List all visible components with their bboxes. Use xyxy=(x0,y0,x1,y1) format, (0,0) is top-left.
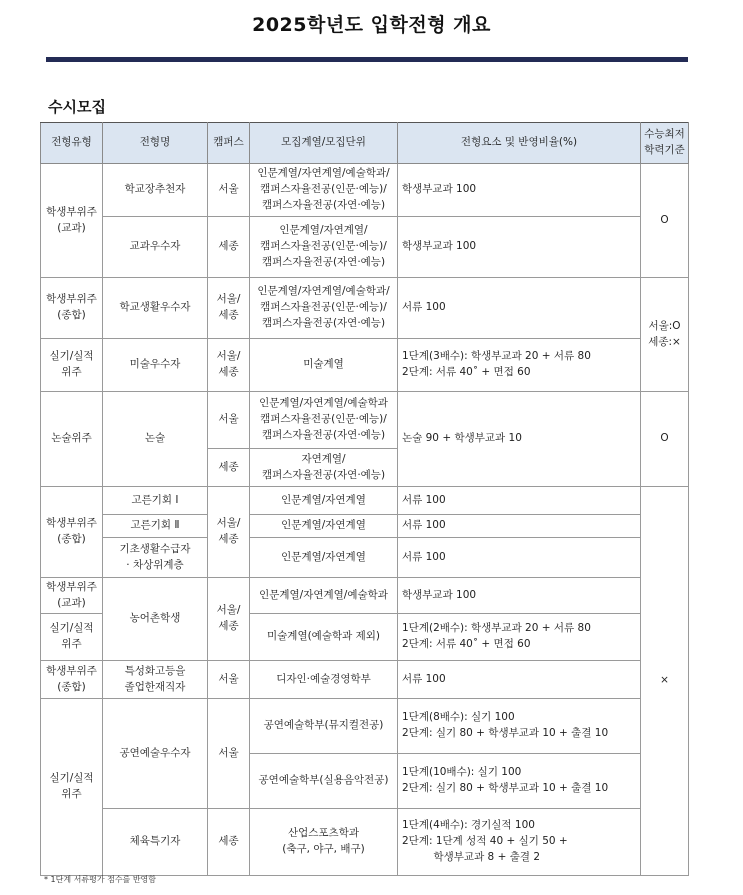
elements-cell: 서류 100 xyxy=(398,278,641,339)
name-cell: 특성화고등을 졸업한재직자 xyxy=(103,661,208,699)
table-row xyxy=(41,278,689,339)
campus-cell: 서울 xyxy=(208,164,250,217)
unit-cell: 인문계열/자연계열/예술학과 xyxy=(250,578,398,614)
minimum-cell: 서울:O 세종:× xyxy=(641,278,689,392)
elements-cell: 서류 100 xyxy=(398,538,641,578)
elements-cell: 논술 90 + 학생부교과 10 xyxy=(398,392,641,487)
elements-cell: 학생부교과 100 xyxy=(398,217,641,278)
page-title: 2025학년도 입학전형 개요 xyxy=(252,14,491,36)
campus-cell: 서울 xyxy=(208,699,250,809)
unit-cell: 자연계열/ 캠퍼스자율전공(자연·예능) xyxy=(250,449,398,487)
type-cell: 학생부위주 (종합) xyxy=(41,278,103,339)
elements-cell: 1단계(8배수): 실기 100 2단계: 실기 80 + 학생부교과 10 + 출결 10 xyxy=(398,699,641,754)
footnote: * 1단계 서류평가 점수를 반영함 xyxy=(44,875,156,884)
unit-cell: 인문계열/자연계열 xyxy=(250,538,398,578)
type-cell: 학생부위주 (교과) xyxy=(41,578,103,614)
minimum-cell: O xyxy=(641,392,689,487)
header-name: 전형명 xyxy=(103,123,208,164)
campus-cell: 서울/ 세종 xyxy=(208,578,250,661)
title-divider xyxy=(46,57,688,62)
campus-cell: 세종 xyxy=(208,217,250,278)
type-cell: 논술위주 xyxy=(41,392,103,487)
table-row xyxy=(41,487,689,515)
unit-cell: 산업스포츠학과 (축구, 야구, 배구) xyxy=(250,809,398,876)
minimum-cell: O xyxy=(641,164,689,278)
table-row xyxy=(41,538,689,578)
type-cell: 실기/실적 위주 xyxy=(41,339,103,392)
elements-cell: 서류 100 xyxy=(398,487,641,515)
type-cell: 실기/실적 위주 xyxy=(41,699,103,876)
admission-table xyxy=(40,122,689,876)
table-row xyxy=(41,164,689,217)
campus-cell: 서울 xyxy=(208,661,250,699)
unit-cell: 공연예술학부(뮤지컬전공) xyxy=(250,699,398,754)
campus-cell: 서울/ 세종 xyxy=(208,278,250,339)
campus-cell: 세종 xyxy=(208,449,250,487)
unit-cell: 인문계열/자연계열/예술학과 캠퍼스자율전공(인문·예능)/ 캠퍼스자율전공(자연·예능) xyxy=(250,392,398,449)
type-cell: 학생부위주 (교과) xyxy=(41,164,103,278)
table-header-row xyxy=(41,123,689,164)
table-row xyxy=(41,699,689,754)
table-row xyxy=(41,515,689,538)
unit-cell: 인문계열/자연계열/ 캠퍼스자율전공(인문·예능)/ 캠퍼스자율전공(자연·예능) xyxy=(250,217,398,278)
elements-cell: 1단계(2배수): 학생부교과 20 + 서류 80 2단계: 서류 40˚ + 면접 60 xyxy=(398,614,641,661)
name-cell: 미술우수자 xyxy=(103,339,208,392)
unit-cell: 디자인·예술경영학부 xyxy=(250,661,398,699)
table-row xyxy=(41,339,689,392)
table-row xyxy=(41,217,689,278)
type-cell: 학생부위주 (종합) xyxy=(41,661,103,699)
minimum-cell: × xyxy=(641,487,689,876)
header-unit: 모집계열/모집단위 xyxy=(250,123,398,164)
name-cell: 논술 xyxy=(103,392,208,487)
section-heading: 수시모집 xyxy=(48,98,106,116)
name-cell: 농어촌학생 xyxy=(103,578,208,661)
elements-cell: 서류 100 xyxy=(398,515,641,538)
header-campus: 캠퍼스 xyxy=(208,123,250,164)
table-row xyxy=(41,392,689,449)
unit-cell: 미술계열(예술학과 제외) xyxy=(250,614,398,661)
campus-cell: 세종 xyxy=(208,809,250,876)
unit-cell: 인문계열/자연계열 xyxy=(250,487,398,515)
name-cell: 교과우수자 xyxy=(103,217,208,278)
table-row xyxy=(41,809,689,876)
name-cell: 학교생활우수자 xyxy=(103,278,208,339)
header-type: 전형유형 xyxy=(41,123,103,164)
elements-cell: 학생부교과 100 xyxy=(398,578,641,614)
name-cell: 체육특기자 xyxy=(103,809,208,876)
elements-cell: 1단계(3배수): 학생부교과 20 + 서류 80 2단계: 서류 40˚ + 면접 60 xyxy=(398,339,641,392)
elements-cell: 학생부교과 100 xyxy=(398,164,641,217)
table-row xyxy=(41,578,689,614)
unit-cell: 미술계열 xyxy=(250,339,398,392)
name-cell: 고른기회 Ⅰ xyxy=(103,487,208,515)
unit-cell: 인문계열/자연계열 xyxy=(250,515,398,538)
campus-cell: 서울/ 세종 xyxy=(208,487,250,578)
name-cell: 고른기회 Ⅱ xyxy=(103,515,208,538)
elements-cell: 1단계(4배수): 경기실적 100 2단계: 1단계 성적 40 + 실기 50 + 학생부교과 8 + 출결 2 xyxy=(398,809,641,876)
elements-cell: 1단계(10배수): 실기 100 2단계: 실기 80 + 학생부교과 10 + 출결 10 xyxy=(398,754,641,809)
type-cell: 실기/실적 위주 xyxy=(41,614,103,661)
unit-cell: 인문계열/자연계열/예술학과/ 캠퍼스자율전공(인문·예능)/ 캠퍼스자율전공(자연·예능) xyxy=(250,278,398,339)
name-cell: 기초생활수급자 · 차상위계층 xyxy=(103,538,208,578)
unit-cell: 인문계열/자연계열/예술학과/ 캠퍼스자율전공(인문·예능)/ 캠퍼스자율전공(자연·예능) xyxy=(250,164,398,217)
header-elements: 전형요소 및 반영비율(%) xyxy=(398,123,641,164)
campus-cell: 서울/ 세종 xyxy=(208,339,250,392)
header-minimum: 수능최저 학력기준 xyxy=(641,123,689,164)
table-row xyxy=(41,661,689,699)
type-cell: 학생부위주 (종합) xyxy=(41,487,103,578)
name-cell: 공연예술우수자 xyxy=(103,699,208,809)
unit-cell: 공연예술학부(실용음악전공) xyxy=(250,754,398,809)
elements-cell: 서류 100 xyxy=(398,661,641,699)
name-cell: 학교장추천자 xyxy=(103,164,208,217)
campus-cell: 서울 xyxy=(208,392,250,449)
